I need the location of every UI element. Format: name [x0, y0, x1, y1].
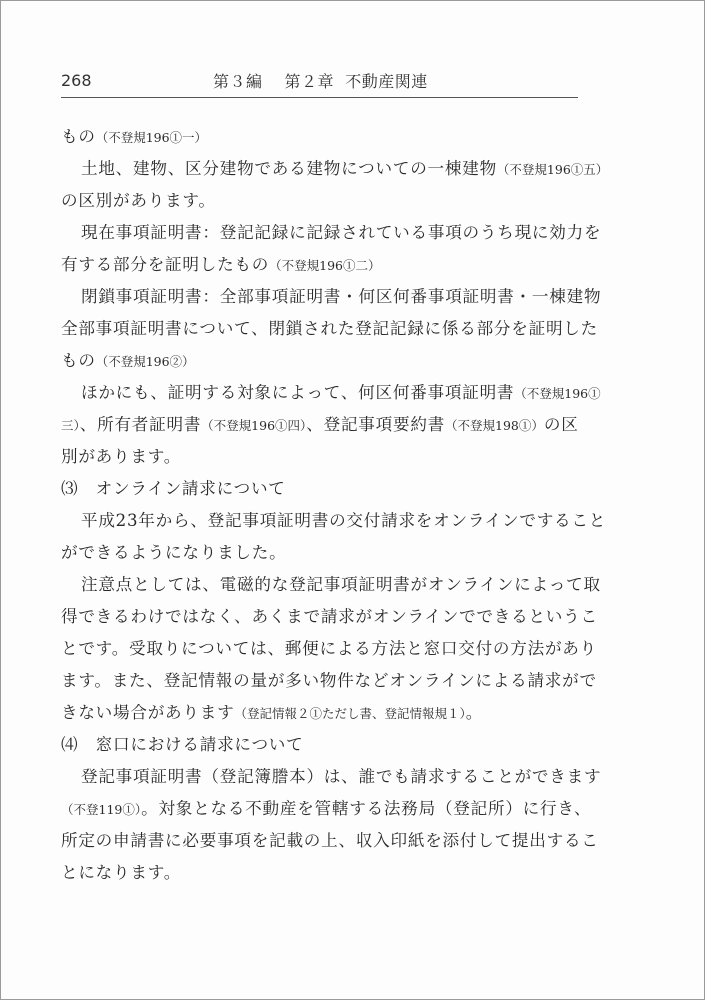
body-text-run: 有する部分を証明したもの	[61, 255, 270, 274]
body-text-run: 登記事項証明書（登記簿謄本）は、誰でも請求することができます	[81, 767, 602, 786]
text-line	[61, 857, 601, 889]
body-text-run: 土地、建物、区分建物である建物についての一棟建物	[81, 159, 497, 178]
chapter-title: 不動産関連	[345, 72, 428, 91]
text-line	[61, 473, 601, 505]
citation-text: （不登規196①四）	[201, 418, 307, 433]
text-line	[61, 313, 601, 345]
page-number: 268	[61, 71, 92, 90]
body-text-run: の区別があります。	[61, 191, 216, 210]
text-line	[61, 761, 601, 793]
text-line	[61, 345, 601, 377]
text-line	[61, 793, 601, 825]
text-line	[61, 281, 601, 313]
body-text-run: の区	[543, 415, 579, 434]
body-text-run: 注意点としては、電磁的な登記事項証明書がオンラインによって取	[81, 575, 601, 594]
citation-text: （不登119①）	[61, 802, 142, 817]
text-line	[61, 505, 607, 537]
running-header	[61, 69, 578, 98]
body-text-run: ます。また、登記情報の量が多い物件などオンラインによる請求がで	[61, 671, 597, 690]
text-line	[61, 185, 601, 217]
text-line	[61, 665, 601, 697]
body-text-run: 全部事項証明書について、閉鎖された登記記録に係る部分を証明した	[61, 319, 598, 338]
body-text-run: 別があります。	[61, 447, 182, 466]
body-text-run: 閉鎖事項証明書：全部事項証明書・何区何番事項証明書・一棟建物	[81, 287, 602, 306]
body-text-run: きない場合があります	[61, 703, 235, 722]
citation-text: （不登規198①）	[445, 418, 544, 433]
body-text-run: 。	[465, 703, 484, 722]
text-line	[61, 537, 601, 569]
body-text-run: もの	[61, 127, 96, 146]
chapter-label: 第２章	[284, 72, 335, 91]
citation-text: （不登規196①	[514, 386, 601, 401]
body-text-run: とです。受取りについては、郵便による方法と窓口交付の方法があり	[61, 639, 597, 658]
citation-text: （登記情報２①ただし書、登記情報規１）	[234, 706, 466, 721]
text-line	[61, 377, 601, 409]
text-line	[61, 601, 601, 633]
header-title	[213, 69, 428, 92]
citation-text: （不登規196①五）	[496, 162, 609, 177]
citation-text: （不登規196①一）	[95, 130, 208, 145]
body-text-run: 所定の申請書に必要事項を記載の上、収入印紙を添付して提出するこ	[61, 831, 599, 850]
text-line	[61, 441, 601, 473]
citation-text: （不登規196②）	[95, 354, 195, 369]
body-text-run: ほかにも、証明する対象によって、何区何番事項証明書	[81, 383, 515, 402]
text-line	[61, 409, 601, 441]
text-line	[61, 569, 601, 601]
text-line	[61, 217, 601, 249]
part-label: 第３編	[213, 72, 263, 91]
body-text-run: 現在事項証明書：登記記録に記録されている事項のうち現に効力を	[81, 223, 602, 242]
body-text	[61, 121, 609, 889]
text-line	[61, 633, 601, 665]
body-text-run: 平成23年から、登記事項証明書の交付請求をオンラインですること	[81, 511, 607, 530]
body-text-run: もの	[61, 351, 96, 370]
body-text-run: 、所有者証明書	[79, 415, 202, 434]
text-line	[61, 697, 601, 729]
text-line	[61, 729, 601, 761]
body-text-run: 。対象となる不動産を管轄する法務局（登記所）に行き、	[141, 799, 592, 818]
text-line	[61, 249, 601, 281]
text-line	[61, 153, 609, 185]
body-text-run: 、登記事項要約書	[306, 415, 446, 434]
text-line	[61, 825, 601, 857]
body-text-run: とになります。	[61, 863, 182, 882]
citation-text: （不登規196①二）	[269, 258, 381, 273]
citation-text: 三）	[61, 418, 80, 433]
body-text-run: 得できるわけではなく、あくまで請求がオンラインでできるというこ	[61, 607, 598, 626]
body-text-run: ができるようになりました。	[61, 543, 287, 562]
body-text-run: ⑷ 窓口における請求について	[61, 735, 304, 754]
body-text-run: ⑶ オンライン請求について	[61, 479, 286, 498]
text-line	[61, 121, 601, 153]
